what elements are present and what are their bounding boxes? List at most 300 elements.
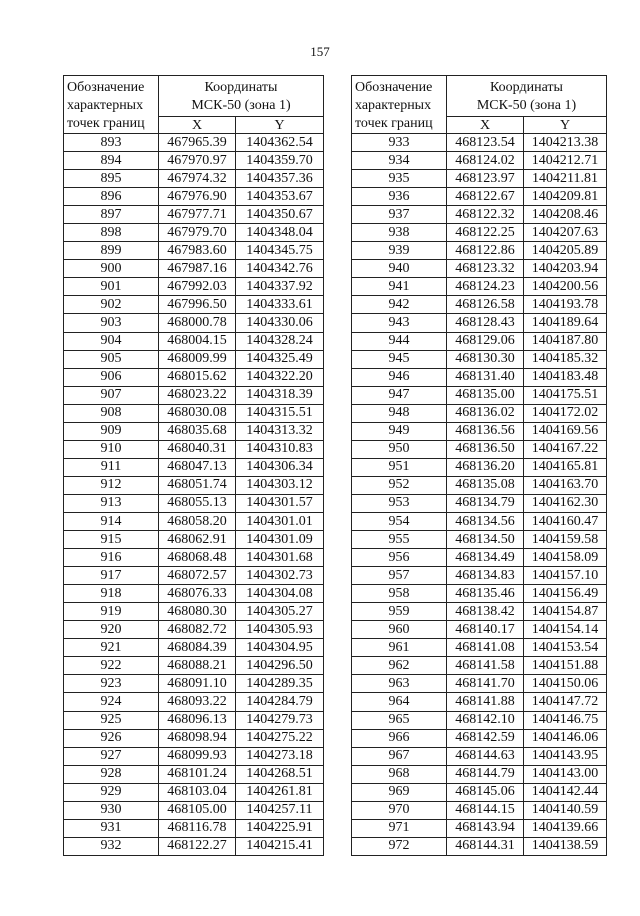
table-row: [64, 260, 324, 278]
point-id-cell: 907: [64, 386, 159, 404]
table-row: [352, 422, 607, 440]
table-row: [352, 549, 607, 567]
y-coordinate-cell: 1404302.73: [236, 567, 324, 585]
point-id-cell: 943: [352, 314, 447, 332]
x-coordinate-cell: 468141.58: [447, 657, 524, 675]
table-row: [352, 458, 607, 476]
point-id-cell: 903: [64, 314, 159, 332]
y-coordinate-cell: 1404165.81: [524, 458, 607, 476]
x-coordinate-cell: 468144.79: [447, 765, 524, 783]
y-column-header: Y: [524, 117, 607, 134]
x-coordinate-cell: 468105.00: [159, 801, 236, 819]
y-coordinate-cell: 1404143.95: [524, 747, 607, 765]
x-column-header: X: [159, 117, 236, 134]
y-coordinate-cell: 1404143.00: [524, 765, 607, 783]
y-coordinate-cell: 1404301.09: [236, 531, 324, 549]
table-row: [352, 386, 607, 404]
x-coordinate-cell: 468088.21: [159, 657, 236, 675]
table-row: [352, 765, 607, 783]
coordinates-title: Координаты: [490, 80, 563, 96]
x-coordinate-cell: 468134.83: [447, 567, 524, 585]
coordinates-title: Координаты: [204, 80, 278, 96]
point-id-cell: 905: [64, 350, 159, 368]
y-coordinate-cell: 1404333.61: [236, 296, 324, 314]
table-row: [64, 549, 324, 567]
y-coordinate-cell: 1404261.81: [236, 783, 324, 801]
y-coordinate-cell: 1404325.49: [236, 350, 324, 368]
table-row: [64, 531, 324, 549]
table-row: [64, 639, 324, 657]
y-coordinate-cell: 1404348.04: [236, 224, 324, 242]
y-coordinate-cell: 1404337.92: [236, 278, 324, 296]
table-row: [64, 152, 324, 170]
y-coordinate-cell: 1404362.54: [236, 134, 324, 152]
x-coordinate-cell: 468136.02: [447, 404, 524, 422]
y-coordinate-cell: 1404142.44: [524, 783, 607, 801]
table-row: [352, 494, 607, 512]
y-coordinate-cell: 1404193.78: [524, 296, 607, 314]
coordinates-table-right: [351, 75, 607, 856]
table-row: [64, 621, 324, 639]
coordinates-header: [447, 76, 607, 117]
y-coordinate-cell: 1404154.14: [524, 621, 607, 639]
table-row: [64, 458, 324, 476]
y-coordinate-cell: 1404187.80: [524, 332, 607, 350]
point-id-cell: 917: [64, 567, 159, 585]
point-id-cell: 899: [64, 242, 159, 260]
page-number: 157: [310, 44, 330, 59]
y-coordinate-cell: 1404200.56: [524, 278, 607, 296]
y-coordinate-cell: 1404318.39: [236, 386, 324, 404]
y-coordinate-cell: 1404330.06: [236, 314, 324, 332]
point-id-cell: 923: [64, 675, 159, 693]
x-coordinate-cell: 468141.08: [447, 639, 524, 657]
y-coordinate-cell: 1404304.08: [236, 585, 324, 603]
y-coordinate-cell: 1404296.50: [236, 657, 324, 675]
y-coordinate-cell: 1404289.35: [236, 675, 324, 693]
x-coordinate-cell: 468009.99: [159, 350, 236, 368]
table-row: [352, 729, 607, 747]
point-id-cell: 945: [352, 350, 447, 368]
table-row: [352, 332, 607, 350]
table-row: [352, 206, 607, 224]
x-coordinate-cell: 468076.33: [159, 585, 236, 603]
x-coordinate-cell: 468122.27: [159, 837, 236, 855]
table-row: [64, 224, 324, 242]
table-row: [352, 585, 607, 603]
table-row: [64, 440, 324, 458]
y-coordinate-cell: 1404305.27: [236, 603, 324, 621]
point-id-cell: 955: [352, 531, 447, 549]
y-coordinate-cell: 1404147.72: [524, 693, 607, 711]
y-coordinate-cell: 1404301.57: [236, 494, 324, 512]
table-row: [64, 603, 324, 621]
y-coordinate-cell: 1404342.76: [236, 260, 324, 278]
table-row: [352, 440, 607, 458]
point-id-cell: 920: [64, 621, 159, 639]
table-row: [64, 819, 324, 837]
point-id-cell: 924: [64, 693, 159, 711]
y-coordinate-cell: 1404268.51: [236, 765, 324, 783]
y-coordinate-cell: 1404140.59: [524, 801, 607, 819]
y-coordinate-cell: 1404213.38: [524, 134, 607, 152]
point-id-cell: 915: [64, 531, 159, 549]
x-coordinate-cell: 468068.48: [159, 549, 236, 567]
point-id-cell: 900: [64, 260, 159, 278]
table-row: [64, 134, 324, 152]
table-row: [352, 639, 607, 657]
point-id-cell: 962: [352, 657, 447, 675]
point-id-cell: 944: [352, 332, 447, 350]
table-row: [352, 801, 607, 819]
y-coordinate-cell: 1404357.36: [236, 170, 324, 188]
x-coordinate-cell: 468101.24: [159, 765, 236, 783]
table-row: [64, 693, 324, 711]
point-id-cell: 966: [352, 729, 447, 747]
header-line-3: точек границ: [67, 116, 145, 131]
table-row: [64, 729, 324, 747]
table-row: [64, 512, 324, 530]
point-id-cell: 942: [352, 296, 447, 314]
point-id-cell: 909: [64, 422, 159, 440]
y-coordinate-cell: 1404151.88: [524, 657, 607, 675]
point-id-cell: 954: [352, 512, 447, 530]
table-row: [64, 242, 324, 260]
table-row: [352, 152, 607, 170]
point-id-cell: 897: [64, 206, 159, 224]
table-row: [352, 512, 607, 530]
x-coordinate-cell: 468122.67: [447, 188, 524, 206]
table-row: [352, 368, 607, 386]
x-coordinate-cell: 468142.59: [447, 729, 524, 747]
x-coordinate-cell: 468123.97: [447, 170, 524, 188]
point-id-cell: 914: [64, 512, 159, 530]
x-coordinate-cell: 468135.08: [447, 476, 524, 494]
point-id-cell: 908: [64, 404, 159, 422]
point-id-cell: 959: [352, 603, 447, 621]
y-coordinate-cell: 1404211.81: [524, 170, 607, 188]
table-row: [352, 314, 607, 332]
point-label-header: [64, 76, 159, 134]
x-coordinate-cell: 468124.02: [447, 152, 524, 170]
y-coordinate-cell: 1404212.71: [524, 152, 607, 170]
table-row: [64, 332, 324, 350]
point-id-cell: 939: [352, 242, 447, 260]
x-coordinate-cell: 468144.31: [447, 837, 524, 855]
x-coordinate-cell: 468000.78: [159, 314, 236, 332]
x-coordinate-cell: 468098.94: [159, 729, 236, 747]
x-coordinate-cell: 468134.50: [447, 531, 524, 549]
y-coordinate-cell: 1404139.66: [524, 819, 607, 837]
table-row: [352, 783, 607, 801]
x-coordinate-cell: 467987.16: [159, 260, 236, 278]
x-coordinate-cell: 468040.31: [159, 440, 236, 458]
table-row: [64, 657, 324, 675]
x-coordinate-cell: 468130.30: [447, 350, 524, 368]
table-row: [352, 657, 607, 675]
table-row: [352, 531, 607, 549]
x-coordinate-cell: 468129.06: [447, 332, 524, 350]
x-coordinate-cell: 467974.32: [159, 170, 236, 188]
x-coordinate-cell: 468128.43: [447, 314, 524, 332]
x-coordinate-cell: 468099.93: [159, 747, 236, 765]
y-coordinate-cell: 1404284.79: [236, 693, 324, 711]
y-coordinate-cell: 1404279.73: [236, 711, 324, 729]
y-coordinate-cell: 1404159.58: [524, 531, 607, 549]
table-row: [64, 314, 324, 332]
table-body-right: [352, 134, 607, 856]
y-coordinate-cell: 1404322.20: [236, 368, 324, 386]
y-coordinate-cell: 1404209.81: [524, 188, 607, 206]
x-coordinate-cell: 467983.60: [159, 242, 236, 260]
point-id-cell: 934: [352, 152, 447, 170]
x-coordinate-cell: 468080.30: [159, 603, 236, 621]
point-id-cell: 896: [64, 188, 159, 206]
point-id-cell: 928: [64, 765, 159, 783]
point-id-cell: 904: [64, 332, 159, 350]
table-row: [352, 242, 607, 260]
point-id-cell: 967: [352, 747, 447, 765]
x-coordinate-cell: 468134.79: [447, 494, 524, 512]
table-row: [64, 783, 324, 801]
y-coordinate-cell: 1404306.34: [236, 458, 324, 476]
x-coordinate-cell: 468145.06: [447, 783, 524, 801]
y-coordinate-cell: 1404315.51: [236, 404, 324, 422]
point-id-cell: 898: [64, 224, 159, 242]
table-row: [64, 675, 324, 693]
x-coordinate-cell: 468135.00: [447, 386, 524, 404]
x-coordinate-cell: 468084.39: [159, 639, 236, 657]
y-coordinate-cell: 1404153.54: [524, 639, 607, 657]
y-coordinate-cell: 1404301.68: [236, 549, 324, 567]
table-row: [352, 819, 607, 837]
x-coordinate-cell: 467979.70: [159, 224, 236, 242]
y-coordinate-cell: 1404208.46: [524, 206, 607, 224]
header-line-1: Обозначение: [67, 80, 145, 95]
point-id-cell: 932: [64, 837, 159, 855]
point-id-cell: 937: [352, 206, 447, 224]
header-line-2: характерных: [67, 98, 144, 113]
point-id-cell: 935: [352, 170, 447, 188]
table-row: [352, 170, 607, 188]
table-row: [64, 476, 324, 494]
x-coordinate-cell: 468142.10: [447, 711, 524, 729]
x-coordinate-cell: 468116.78: [159, 819, 236, 837]
x-coordinate-cell: 468126.58: [447, 296, 524, 314]
point-id-cell: 952: [352, 476, 447, 494]
x-coordinate-cell: 468023.22: [159, 386, 236, 404]
header-line-2: характерных: [355, 98, 432, 113]
x-coordinate-cell: 468058.20: [159, 512, 236, 530]
x-coordinate-cell: 468047.13: [159, 458, 236, 476]
x-coordinate-cell: 468143.94: [447, 819, 524, 837]
table-row: [64, 386, 324, 404]
x-coordinate-cell: 468135.46: [447, 585, 524, 603]
x-coordinate-cell: 468124.23: [447, 278, 524, 296]
y-coordinate-cell: 1404301.01: [236, 512, 324, 530]
y-coordinate-cell: 1404350.67: [236, 206, 324, 224]
point-id-cell: 902: [64, 296, 159, 314]
x-coordinate-cell: 468082.72: [159, 621, 236, 639]
y-coordinate-cell: 1404146.06: [524, 729, 607, 747]
point-id-cell: 968: [352, 765, 447, 783]
x-coordinate-cell: 468051.74: [159, 476, 236, 494]
x-coordinate-cell: 467977.71: [159, 206, 236, 224]
table-row: [352, 747, 607, 765]
table-row: [64, 206, 324, 224]
x-coordinate-cell: 468122.86: [447, 242, 524, 260]
y-column-header: Y: [236, 117, 324, 134]
point-id-cell: 916: [64, 549, 159, 567]
y-coordinate-cell: 1404275.22: [236, 729, 324, 747]
x-coordinate-cell: 468134.56: [447, 512, 524, 530]
y-coordinate-cell: 1404345.75: [236, 242, 324, 260]
y-coordinate-cell: 1404353.67: [236, 188, 324, 206]
table-row: [352, 188, 607, 206]
table-row: [64, 296, 324, 314]
point-id-cell: 910: [64, 440, 159, 458]
x-coordinate-cell: 468123.32: [447, 260, 524, 278]
table-row: [64, 350, 324, 368]
y-coordinate-cell: 1404215.41: [236, 837, 324, 855]
point-id-cell: 929: [64, 783, 159, 801]
x-coordinate-cell: 468141.88: [447, 693, 524, 711]
point-id-cell: 925: [64, 711, 159, 729]
y-coordinate-cell: 1404304.95: [236, 639, 324, 657]
x-coordinate-cell: 468131.40: [447, 368, 524, 386]
y-coordinate-cell: 1404273.18: [236, 747, 324, 765]
table-row: [64, 801, 324, 819]
y-coordinate-cell: 1404313.32: [236, 422, 324, 440]
y-coordinate-cell: 1404359.70: [236, 152, 324, 170]
table-row: [352, 567, 607, 585]
y-coordinate-cell: 1404328.24: [236, 332, 324, 350]
table-row: [64, 711, 324, 729]
table-row: [64, 188, 324, 206]
x-coordinate-cell: 468144.15: [447, 801, 524, 819]
table-row: [352, 224, 607, 242]
point-id-cell: 971: [352, 819, 447, 837]
y-coordinate-cell: 1404175.51: [524, 386, 607, 404]
table-row: [64, 368, 324, 386]
point-id-cell: 922: [64, 657, 159, 675]
table-row: [352, 296, 607, 314]
table-row: [352, 711, 607, 729]
table-row: [352, 476, 607, 494]
y-coordinate-cell: 1404205.89: [524, 242, 607, 260]
x-coordinate-cell: 468093.22: [159, 693, 236, 711]
x-coordinate-cell: 468103.04: [159, 783, 236, 801]
y-coordinate-cell: 1404160.47: [524, 512, 607, 530]
point-id-cell: 961: [352, 639, 447, 657]
x-coordinate-cell: 467965.39: [159, 134, 236, 152]
point-id-cell: 947: [352, 386, 447, 404]
point-id-cell: 931: [64, 819, 159, 837]
x-coordinate-cell: 468030.08: [159, 404, 236, 422]
point-id-cell: 901: [64, 278, 159, 296]
table-row: [352, 404, 607, 422]
x-coordinate-cell: 468136.20: [447, 458, 524, 476]
table-row: [352, 134, 607, 152]
x-coordinate-cell: 468096.13: [159, 711, 236, 729]
point-id-cell: 964: [352, 693, 447, 711]
coordinate-system: МСК-50 (зона 1): [476, 98, 577, 114]
x-coordinate-cell: 468035.68: [159, 422, 236, 440]
table-row: [64, 747, 324, 765]
y-coordinate-cell: 1404305.93: [236, 621, 324, 639]
table-row: [352, 603, 607, 621]
x-coordinate-cell: 468015.62: [159, 368, 236, 386]
point-id-cell: 926: [64, 729, 159, 747]
table-body-left: [64, 134, 324, 856]
point-id-cell: 960: [352, 621, 447, 639]
x-coordinate-cell: 468144.63: [447, 747, 524, 765]
y-coordinate-cell: 1404138.59: [524, 837, 607, 855]
y-coordinate-cell: 1404203.94: [524, 260, 607, 278]
point-id-cell: 965: [352, 711, 447, 729]
point-id-cell: 895: [64, 170, 159, 188]
table-row: [64, 494, 324, 512]
y-coordinate-cell: 1404207.63: [524, 224, 607, 242]
point-id-cell: 893: [64, 134, 159, 152]
table-row: [352, 675, 607, 693]
x-coordinate-cell: 468136.50: [447, 440, 524, 458]
table-row: [64, 837, 324, 855]
point-id-cell: 921: [64, 639, 159, 657]
y-coordinate-cell: 1404172.02: [524, 404, 607, 422]
point-id-cell: 906: [64, 368, 159, 386]
point-id-cell: 969: [352, 783, 447, 801]
y-coordinate-cell: 1404183.48: [524, 368, 607, 386]
point-id-cell: 894: [64, 152, 159, 170]
x-coordinate-cell: 467970.97: [159, 152, 236, 170]
table-row: [352, 693, 607, 711]
point-id-cell: 938: [352, 224, 447, 242]
y-coordinate-cell: 1404150.06: [524, 675, 607, 693]
point-id-cell: 946: [352, 368, 447, 386]
table-row: [64, 765, 324, 783]
coordinates-table-left: [63, 75, 324, 856]
x-coordinate-cell: 467992.03: [159, 278, 236, 296]
x-coordinate-cell: 468055.13: [159, 494, 236, 512]
point-id-cell: 953: [352, 494, 447, 512]
point-id-cell: 913: [64, 494, 159, 512]
x-coordinate-cell: 468122.25: [447, 224, 524, 242]
point-id-cell: 930: [64, 801, 159, 819]
point-id-cell: 958: [352, 585, 447, 603]
y-coordinate-cell: 1404189.64: [524, 314, 607, 332]
point-id-cell: 941: [352, 278, 447, 296]
y-coordinate-cell: 1404225.91: [236, 819, 324, 837]
x-coordinate-cell: 468136.56: [447, 422, 524, 440]
point-id-cell: 919: [64, 603, 159, 621]
y-coordinate-cell: 1404146.75: [524, 711, 607, 729]
table-row: [352, 260, 607, 278]
point-id-cell: 949: [352, 422, 447, 440]
point-id-cell: 956: [352, 549, 447, 567]
point-id-cell: 948: [352, 404, 447, 422]
header-line-1: Обозначение: [355, 80, 433, 95]
y-coordinate-cell: 1404310.83: [236, 440, 324, 458]
x-coordinate-cell: 468138.42: [447, 603, 524, 621]
x-coordinate-cell: 468062.91: [159, 531, 236, 549]
y-coordinate-cell: 1404185.32: [524, 350, 607, 368]
table-row: [64, 278, 324, 296]
point-id-cell: 963: [352, 675, 447, 693]
x-coordinate-cell: 468091.10: [159, 675, 236, 693]
x-coordinate-cell: 468122.32: [447, 206, 524, 224]
point-id-cell: 970: [352, 801, 447, 819]
